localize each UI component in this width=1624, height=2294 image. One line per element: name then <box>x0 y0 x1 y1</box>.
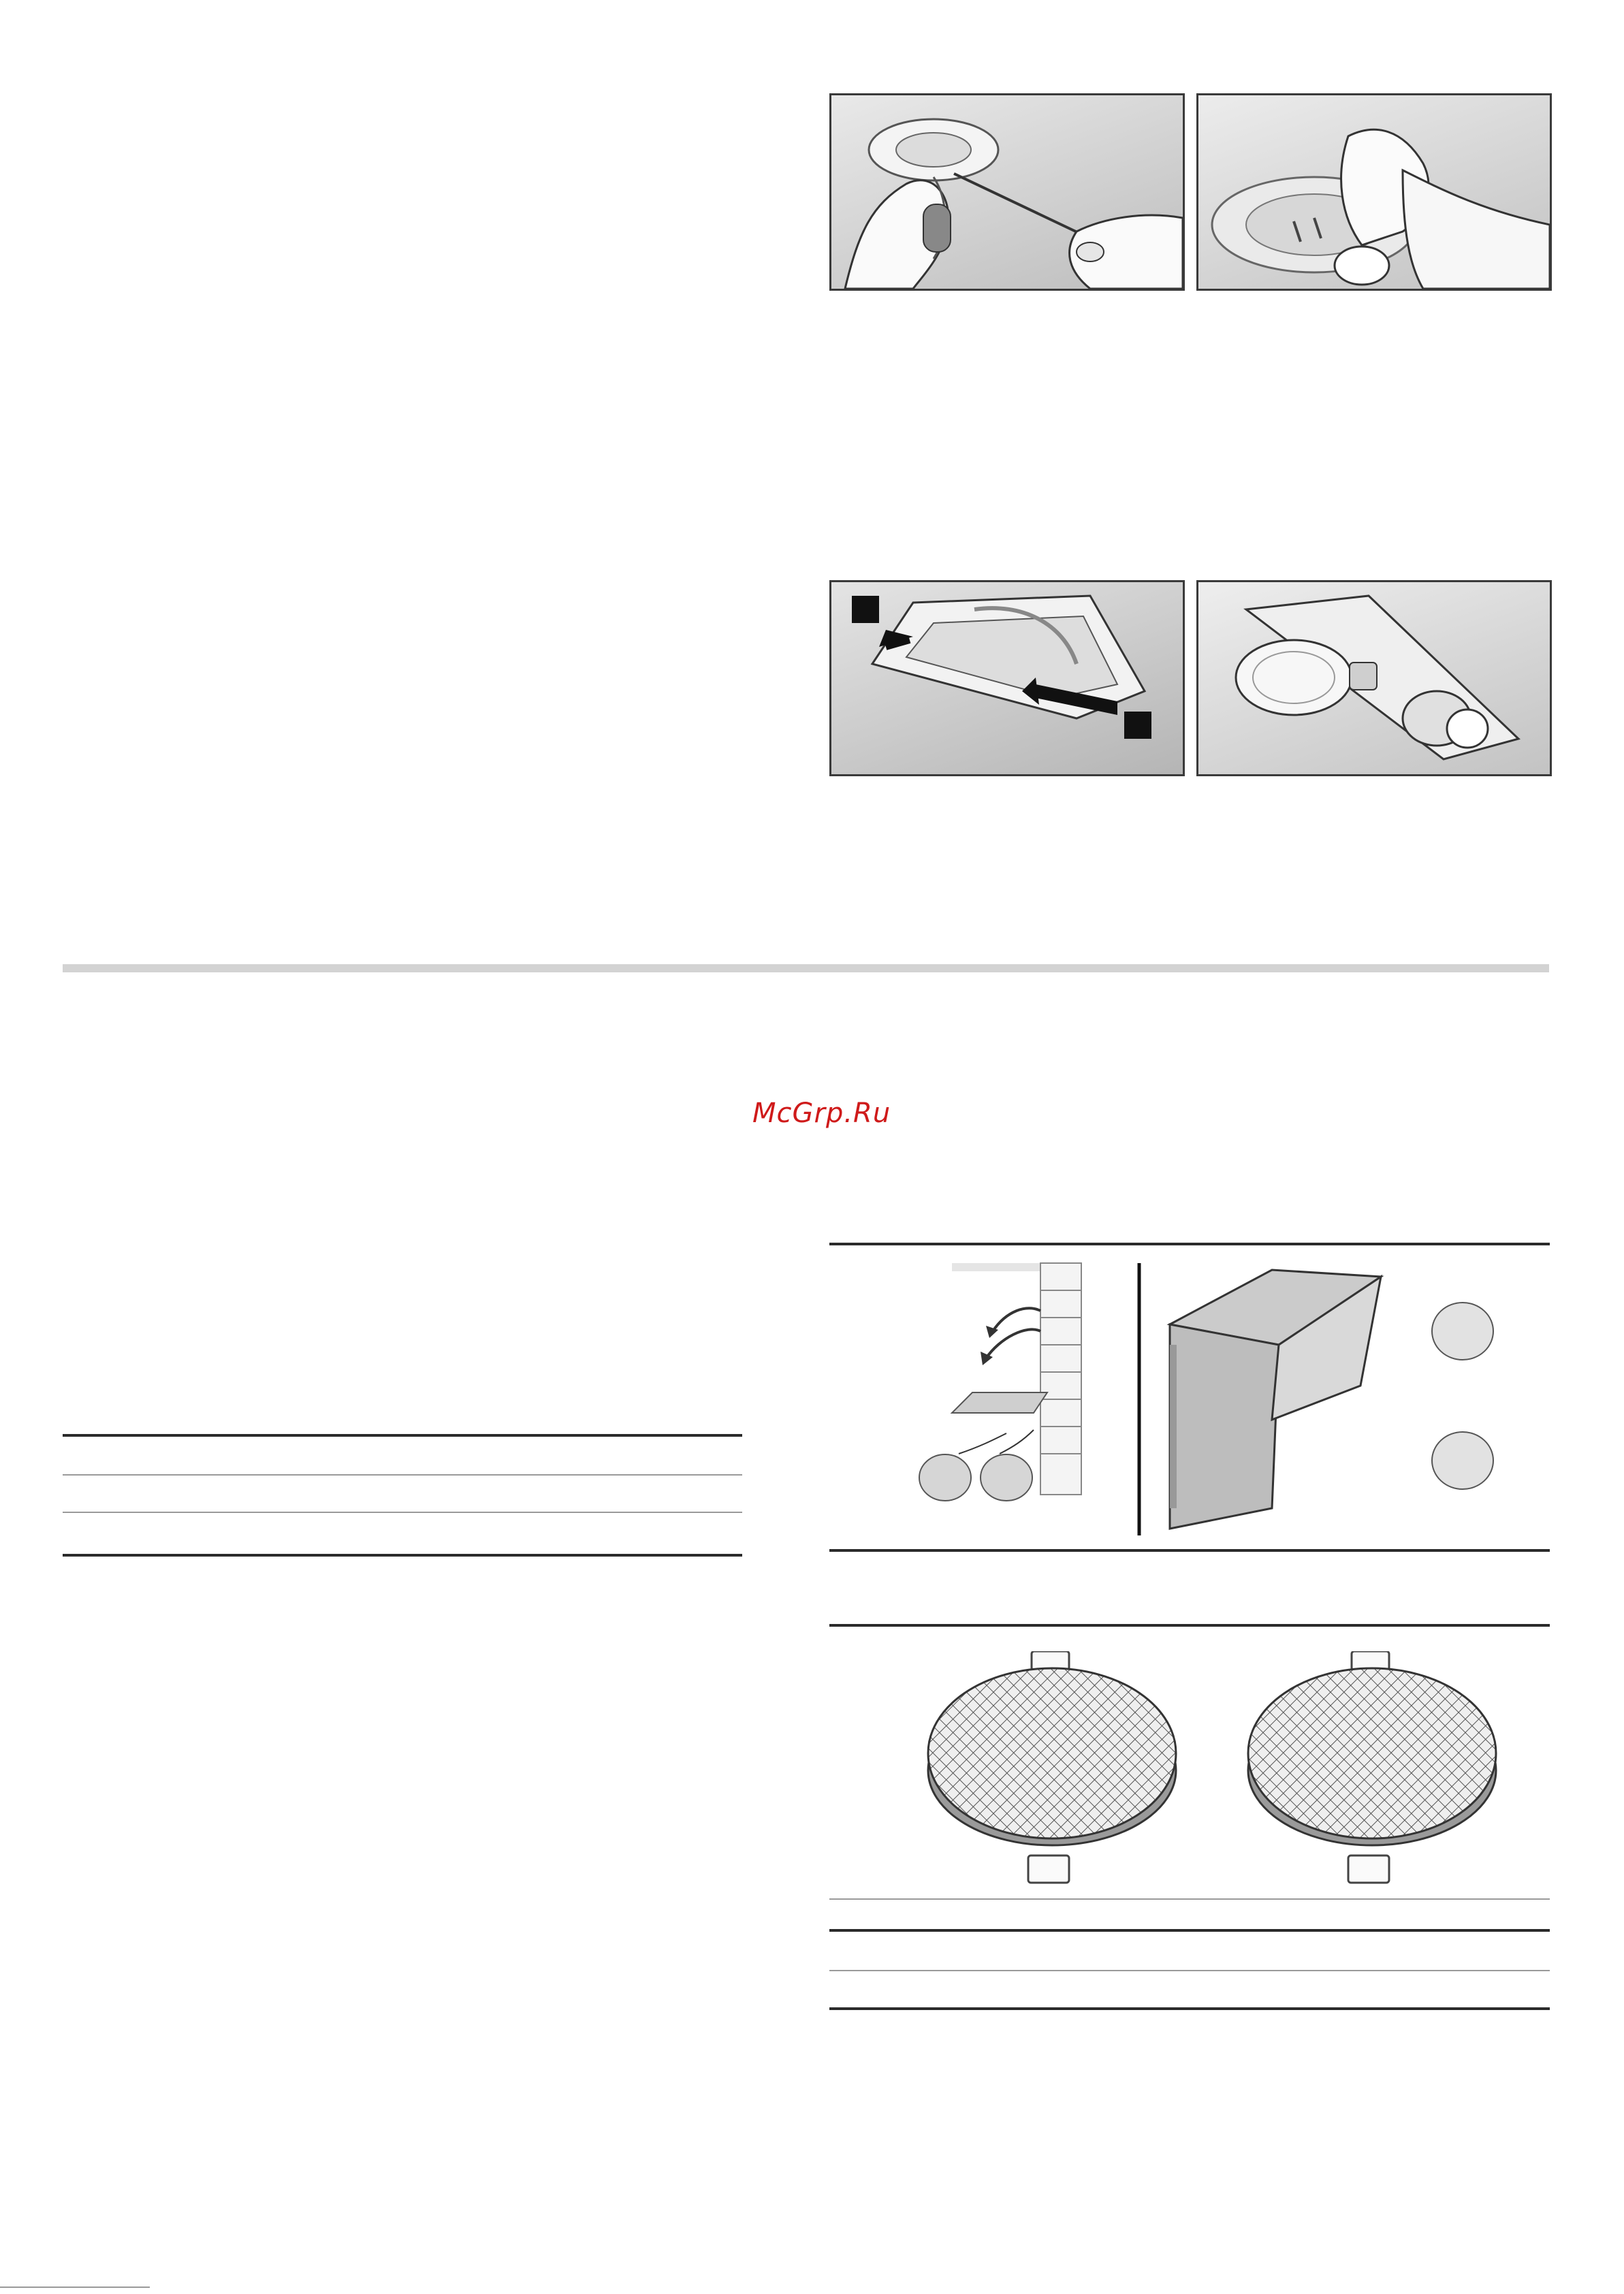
hand-screwdriver-drawing <box>831 95 1183 289</box>
footer-rule <box>0 2287 150 2288</box>
illustration-recirculation-install <box>829 1249 1550 1542</box>
table-rule-bottom <box>63 1554 742 1557</box>
table-rule-top <box>829 1929 1550 1932</box>
figure-rule-mid <box>829 1549 1550 1552</box>
table-rule-bottom <box>829 2007 1550 2010</box>
bulb-socket-drawing <box>1198 582 1550 774</box>
table-rule-top <box>63 1434 742 1437</box>
round-filters-drawing <box>926 1651 1539 1896</box>
step-b-marker <box>1124 712 1151 739</box>
figure-rule-upper <box>829 1624 1550 1627</box>
illustration-replace-bulb <box>1196 580 1552 776</box>
illustration-odour-filters <box>926 1651 1539 1896</box>
cloth-bulb-drawing <box>1198 95 1550 289</box>
table-rule <box>63 1512 742 1513</box>
hood-and-filters-drawing <box>829 1249 1550 1542</box>
figure-rule-top <box>829 1243 1550 1245</box>
illustration-pull-bulb-with-cloth <box>1196 93 1552 291</box>
step-a-marker <box>852 596 879 623</box>
section-divider <box>63 964 1549 972</box>
table-rule <box>829 1970 1550 1971</box>
table-rule <box>63 1474 742 1476</box>
illustration-remove-lamp-ring <box>829 93 1185 291</box>
illustration-open-lamp-cover <box>829 580 1185 776</box>
table-rule <box>829 1898 1550 1900</box>
watermark: McGrp.Ru <box>752 1098 891 1129</box>
lamp-cover-slide-drawing <box>831 582 1183 774</box>
